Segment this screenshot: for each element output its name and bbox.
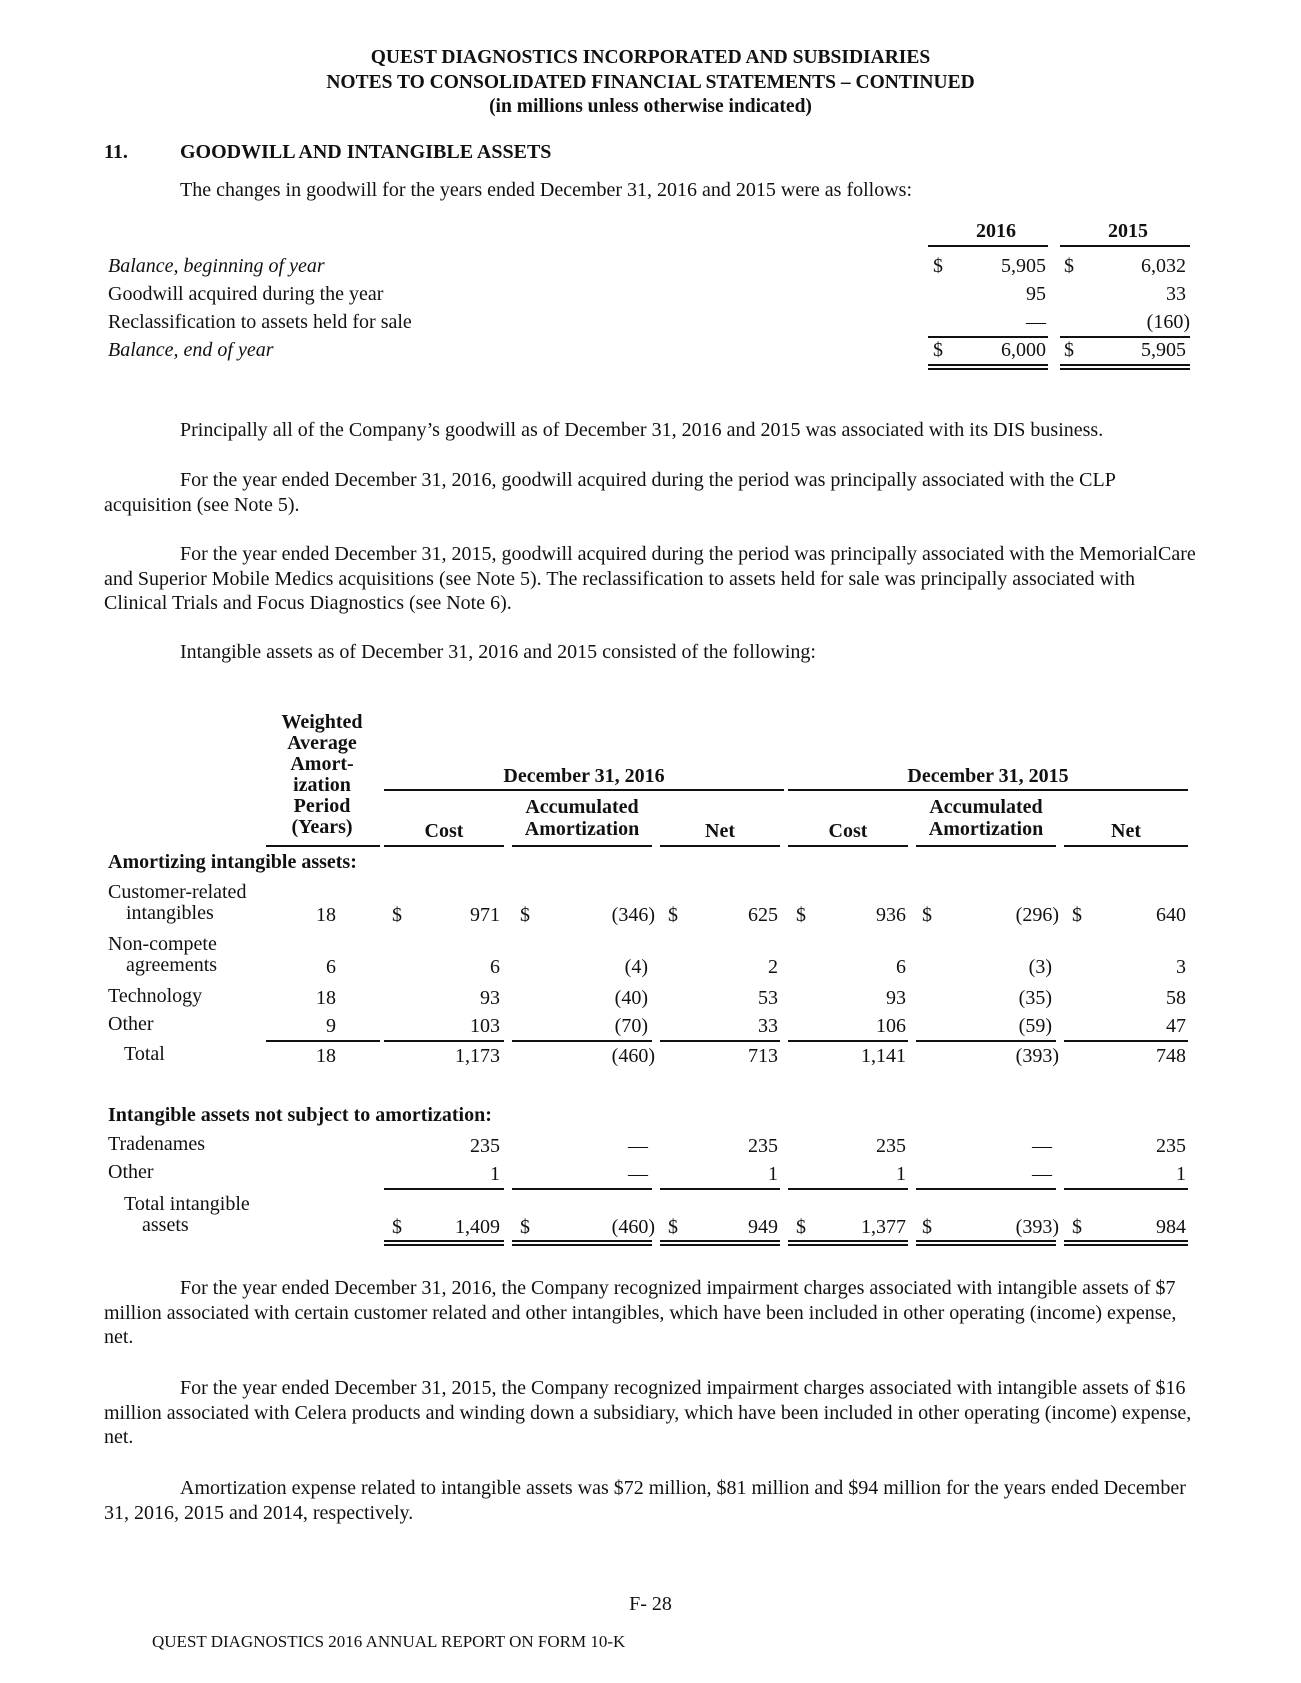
accum-cell: (40) xyxy=(614,987,648,1009)
row-label: Other xyxy=(108,1013,154,1035)
period-cell: 9 xyxy=(326,1015,336,1037)
paragraph-4: Intangible assets as of December 31, 2016 and 2015 consisted of the following: xyxy=(180,641,816,663)
goodwill-row-label: Balance, beginning of year xyxy=(108,255,325,277)
currency-symbol: $ xyxy=(922,904,932,926)
report-subtitle: NOTES TO CONSOLIDATED FINANCIAL STATEMENTS – CONTINUED xyxy=(326,71,975,93)
net-cell: 235 xyxy=(748,1135,778,1157)
currency-symbol: $ xyxy=(796,1216,806,1238)
goodwill-value: 5,905 xyxy=(1141,339,1186,361)
page-number: F- 28 xyxy=(629,1593,672,1615)
goodwill-row-label: Reclassification to assets held for sale xyxy=(108,311,412,333)
currency-symbol: $ xyxy=(933,339,943,361)
dec-2015-header: December 31, 2015 xyxy=(907,765,1069,787)
cost-cell: 103 xyxy=(470,1015,500,1037)
cost-cell: 235 xyxy=(470,1135,500,1157)
cost-cell: 6 xyxy=(490,956,500,978)
cost-header-2015: Cost xyxy=(828,820,868,842)
accum-cell: (3) xyxy=(1028,956,1052,978)
currency-symbol: $ xyxy=(392,904,402,926)
currency-symbol: $ xyxy=(922,1216,932,1238)
currency-symbol: $ xyxy=(1072,1216,1082,1238)
net-header-2016: Net xyxy=(705,820,735,842)
goodwill-value: 33 xyxy=(1166,283,1186,305)
goodwill-value: 6,032 xyxy=(1141,255,1186,277)
net-cell: 235 xyxy=(1156,1135,1186,1157)
cost-cell: 1 xyxy=(490,1163,500,1185)
accum-cell: — xyxy=(628,1163,648,1185)
page-header xyxy=(0,46,1301,120)
accum-header-2015: Accumulated Amortization xyxy=(928,796,1044,840)
cost-cell: 936 xyxy=(876,904,906,926)
paragraph-5: For the year ended December 31, 2016, the Company recognized impairment charges associated with intangible assets of $7 million associated with certain customer related and other intangibles, which have been included in other operating (income) expense, net. xyxy=(104,1277,1177,1348)
accum-cell: (346) xyxy=(611,904,655,926)
cost-cell: 106 xyxy=(876,1015,906,1037)
period-cell: 18 xyxy=(316,987,336,1009)
cost-cell: 1,377 xyxy=(861,1216,906,1238)
cost-cell: 971 xyxy=(470,904,500,926)
dec-2016-header: December 31, 2016 xyxy=(503,765,665,787)
nonamortizing-title: Intangible assets not subject to amortization: xyxy=(108,1104,492,1126)
row-label: Total xyxy=(124,1043,165,1065)
net-cell: 713 xyxy=(748,1045,778,1067)
net-cell: 58 xyxy=(1166,987,1186,1009)
net-cell: 1 xyxy=(768,1163,778,1185)
goodwill-value: 95 xyxy=(1026,283,1046,305)
net-header-2015: Net xyxy=(1111,820,1141,842)
accum-cell: (4) xyxy=(624,956,648,978)
units-note: (in millions unless otherwise indicated) xyxy=(489,96,812,117)
accum-cell: (35) xyxy=(1018,987,1052,1009)
period-header: Weighted Average Amort- ization Period (Years) xyxy=(281,711,363,838)
accum-cell: — xyxy=(1032,1163,1052,1185)
currency-symbol: $ xyxy=(796,904,806,926)
goodwill-row-label: Goodwill acquired during the year xyxy=(108,283,384,305)
period-cell: 18 xyxy=(316,904,336,926)
net-cell: 3 xyxy=(1176,956,1186,978)
row-label: Customer-related intangibles xyxy=(108,881,247,924)
cost-cell: 6 xyxy=(896,956,906,978)
currency-symbol: $ xyxy=(1072,904,1082,926)
cost-cell: 235 xyxy=(876,1135,906,1157)
company-name: QUEST DIAGNOSTICS INCORPORATED AND SUBSIDIARIES xyxy=(370,47,931,68)
period-cell: 18 xyxy=(316,1045,336,1067)
accum-cell: (296) xyxy=(1015,904,1059,926)
accum-cell: (70) xyxy=(614,1015,648,1037)
accum-cell: (393) xyxy=(1015,1216,1059,1238)
accum-cell: (59) xyxy=(1018,1015,1052,1037)
row-label: Technology xyxy=(108,985,203,1007)
net-cell: 33 xyxy=(758,1015,778,1037)
paragraph-6: For the year ended December 31, 2015, the Company recognized impairment charges associated with intangible assets of $16 million associated with Celera products and winding down a subsidiary, which have been included in other operating (income) expense, net. xyxy=(104,1377,1192,1448)
section-number: 11. xyxy=(104,141,128,163)
net-cell: 47 xyxy=(1166,1015,1186,1037)
accum-cell: (393) xyxy=(1015,1045,1059,1067)
goodwill-row-label: Balance, end of year xyxy=(108,339,274,361)
row-label: Non-compete agreements xyxy=(108,933,218,976)
currency-symbol: $ xyxy=(1064,339,1074,361)
cost-cell: 1,173 xyxy=(455,1045,500,1067)
paragraph-3: For the year ended December 31, 2015, goodwill acquired during the period was principally associated with the MemorialCare and Superior Mobile Medics acquisitions (see Note 5). The reclassification to assets held for sale was principally associated with Clinical Trials and Focus Diagnostics (see Note 6). xyxy=(104,543,1196,614)
goodwill-value: 5,905 xyxy=(1001,255,1046,277)
currency-symbol: $ xyxy=(668,1216,678,1238)
cost-header-2016: Cost xyxy=(424,820,464,842)
net-cell: 1 xyxy=(1176,1163,1186,1185)
goodwill-value: 6,000 xyxy=(1001,339,1046,361)
currency-symbol: $ xyxy=(520,1216,530,1238)
net-cell: 984 xyxy=(1156,1216,1186,1238)
net-cell: 53 xyxy=(758,987,778,1009)
net-cell: 640 xyxy=(1156,904,1186,926)
net-cell: 625 xyxy=(748,904,778,926)
cost-cell: 1,141 xyxy=(861,1045,906,1067)
row-label: Other xyxy=(108,1161,154,1183)
currency-symbol: $ xyxy=(392,1216,402,1238)
net-cell: 748 xyxy=(1156,1045,1186,1067)
accum-cell: — xyxy=(628,1135,648,1157)
cost-cell: 93 xyxy=(480,987,500,1009)
paragraph-7: Amortization expense related to intangible assets was $72 million, $81 million and $94 million for the years ended December 31, 2016, 2015 and 2014, respectively. xyxy=(104,1477,1186,1524)
period-cell: 6 xyxy=(326,956,336,978)
accum-header-2016: Accumulated Amortization xyxy=(524,796,640,840)
accum-cell: (460) xyxy=(611,1045,655,1067)
footer-title: QUEST DIAGNOSTICS 2016 ANNUAL REPORT ON FORM 10-K xyxy=(152,1632,626,1651)
goodwill-col-2015: 2015 xyxy=(1108,220,1148,242)
amortizing-title: Amortizing intangible assets: xyxy=(108,851,357,873)
accum-cell: — xyxy=(1032,1135,1052,1157)
paragraph-2: For the year ended December 31, 2016, goodwill acquired during the period was principally associated with the CLP acquisition (see Note 5). xyxy=(104,469,1116,516)
goodwill-value: — xyxy=(1026,311,1046,333)
goodwill-value: (160) xyxy=(1146,311,1190,333)
row-label: Total intangible assets xyxy=(124,1193,250,1236)
cost-cell: 1,409 xyxy=(455,1216,500,1238)
currency-symbol: $ xyxy=(933,255,943,277)
currency-symbol: $ xyxy=(520,904,530,926)
section-title: GOODWILL AND INTANGIBLE ASSETS xyxy=(180,141,552,163)
net-cell: 949 xyxy=(748,1216,778,1238)
paragraph-1: Principally all of the Company’s goodwill as of December 31, 2016 and 2015 was associated with its DIS business. xyxy=(180,419,1104,441)
cost-cell: 93 xyxy=(886,987,906,1009)
accum-cell: (460) xyxy=(611,1216,655,1238)
currency-symbol: $ xyxy=(668,904,678,926)
goodwill-col-2016: 2016 xyxy=(976,220,1016,242)
row-label: Tradenames xyxy=(108,1133,206,1155)
cost-cell: 1 xyxy=(896,1163,906,1185)
net-cell: 2 xyxy=(768,956,778,978)
currency-symbol: $ xyxy=(1064,255,1074,277)
goodwill-intro: The changes in goodwill for the years ended December 31, 2016 and 2015 were as follows: xyxy=(180,179,913,201)
